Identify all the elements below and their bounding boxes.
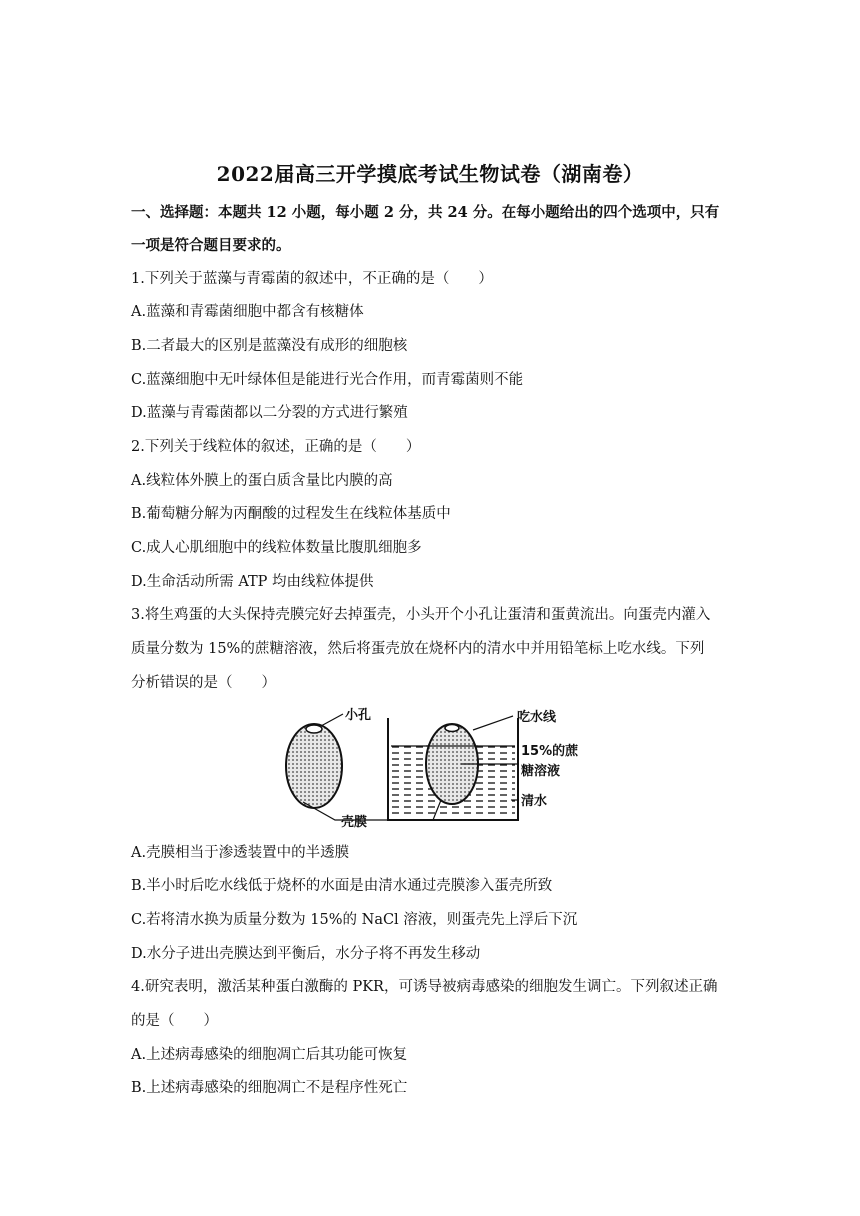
page-title: 2022届高三开学摸底考试生物试卷（湖南卷）: [216, 162, 644, 186]
question-1-option-b: B.二者最大的区别是蓝藻没有成形的细胞核: [131, 338, 408, 354]
label-hole: 小孔: [345, 708, 372, 723]
question-2-stem: 2.下列关于线粒体的叙述，正确的是（ ）: [131, 439, 421, 455]
question-1-option-a: A.蓝藻和青霉菌细胞中都含有核糖体: [131, 304, 364, 320]
question-1-stem: 1.下列关于蓝藻与青霉菌的叙述中，不正确的是（ ）: [131, 271, 493, 287]
question-2-option-d: D.生命活动所需 ATP 均由线粒体提供: [131, 574, 374, 590]
label-waterline: 吃水线: [517, 710, 557, 725]
question-4-stem-line-1: 4.研究表明，激活某种蛋白激酶的 PKR，可诱导被病毒感染的细胞发生调亡。下列叙述正确: [131, 979, 718, 995]
question-3-stem-line-3: 分析错误的是（ ）: [131, 675, 276, 691]
question-3-option-a: A.壳膜相当于渗透装置中的半透膜: [131, 845, 350, 861]
question-2-option-c: C.成人心肌细胞中的线粒体数量比腹肌细胞多: [131, 540, 422, 556]
section-header-line-1: 一、选择题：本题共 12 小题，每小题 2 分，共 24 分。在每小题给出的四个选项中，只有: [131, 204, 720, 221]
left-egg: [286, 724, 342, 808]
small-hole-mark: [306, 725, 322, 733]
label-water: 清水: [521, 794, 548, 809]
question-3-option-b: B.半小时后吃水线低于烧杯的水面是由清水通过壳膜渗入蛋壳所致: [131, 878, 553, 894]
label-sucrose-line-1: 15%的蔗: [521, 744, 579, 759]
question-1-option-d: D.蓝藻与青霉菌都以二分裂的方式进行繁殖: [131, 405, 408, 421]
question-3-stem-line-2: 质量分数为 15%的蔗糖溶液，然后将蛋壳放在烧杯内的清水中并用铅笔标上吃水线。下列: [131, 641, 705, 657]
label-sucrose-line-2: 糖溶液: [521, 764, 561, 779]
section-header-line-2: 一项是符合题目要求的。: [131, 237, 291, 254]
question-3-stem-line-1: 3.将生鸡蛋的大头保持壳膜完好去掉蛋壳，小头开个小孔让蛋清和蛋黄流出。向蛋壳内灌入: [131, 607, 711, 623]
question-4-option-b: B.上述病毒感染的细胞凋亡不是程序性死亡: [131, 1080, 408, 1096]
question-4-option-a: A.上述病毒感染的细胞凋亡后其功能可恢复: [131, 1047, 408, 1063]
label-shell-membrane: 壳膜: [341, 815, 368, 830]
question-2-option-a: A.线粒体外膜上的蛋白质含量比内膜的高: [131, 473, 393, 489]
question-1-option-c: C.蓝藻细胞中无叶绿体但是能进行光合作用，而青霉菌则不能: [131, 372, 524, 388]
question-3-option-d: D.水分子进出壳膜达到平衡后，水分子将不再发生移动: [131, 946, 481, 962]
question-4-stem-line-2: 的是（ ）: [131, 1013, 218, 1029]
question-3-option-c: C.若将清水换为质量分数为 15%的 NaCl 溶液，则蛋壳先上浮后下沉: [131, 912, 578, 928]
osmosis-egg-diagram: [283, 702, 593, 830]
question-2-option-b: B.葡萄糖分解为丙酮酸的过程发生在线粒体基质中: [131, 506, 451, 522]
